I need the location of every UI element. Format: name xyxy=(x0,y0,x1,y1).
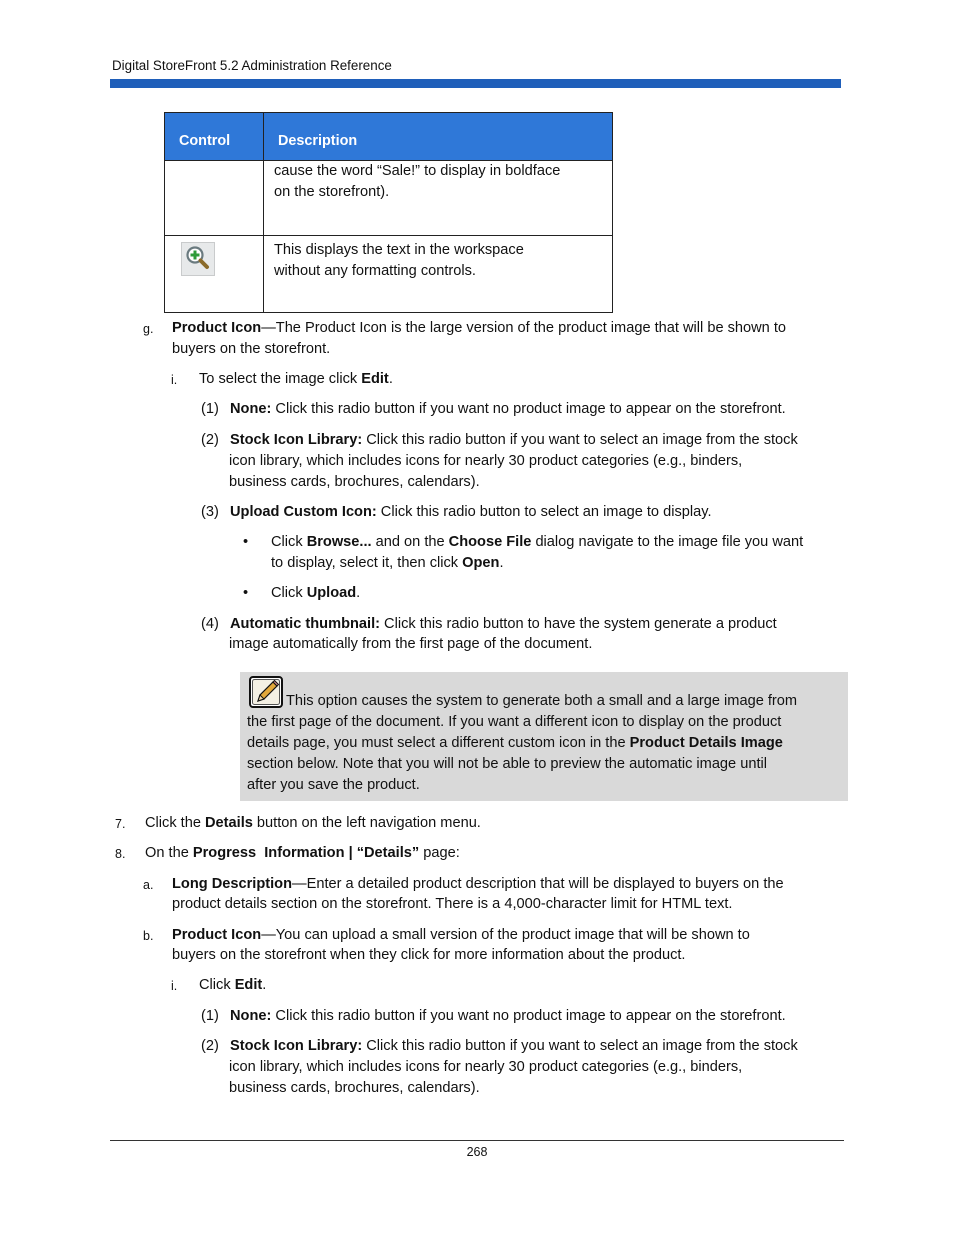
text-segment: dialog navigate to the image file you want xyxy=(531,534,804,550)
page-number: 268 xyxy=(466,1145,488,1159)
option-text: icon library, which includes icons for nearly 30 product categories (e.g., binders, xyxy=(229,453,743,469)
text-segment: —You can upload a small version of the product image that will be shown to xyxy=(261,927,750,943)
list-item-text xyxy=(199,369,393,390)
text-segment: and on the xyxy=(371,534,449,550)
option-text xyxy=(230,430,798,451)
text-segment: after you save the product. xyxy=(247,777,420,793)
footer-rule xyxy=(110,1140,844,1141)
description-line: on the storefront). xyxy=(274,184,390,200)
text-segment: to display, select it, then click xyxy=(271,555,463,571)
list-marker: i. xyxy=(171,979,178,993)
control-table xyxy=(164,112,613,313)
text-segment: button on the left navigation menu. xyxy=(252,815,481,831)
bullet-marker: • xyxy=(243,534,249,550)
option-number: (4) xyxy=(201,616,219,632)
term: Product Details Image xyxy=(629,735,783,751)
table-cell-control xyxy=(165,236,264,313)
text-segment: . xyxy=(356,585,361,601)
note-text xyxy=(247,691,843,796)
table-row xyxy=(165,236,613,313)
header-rule xyxy=(110,79,841,88)
list-item-text xyxy=(199,975,266,996)
text-segment: . xyxy=(388,371,393,387)
list-item-text: buyers on the storefront. xyxy=(172,341,331,357)
list-item-text: product details section on the storefront. There is a 4,000-character limit for HTML text. xyxy=(172,896,733,912)
step-text xyxy=(145,843,460,864)
step-number: 8. xyxy=(115,847,126,861)
text-segment: . xyxy=(499,555,504,571)
term: Browse... xyxy=(306,534,372,550)
list-item-text xyxy=(172,925,750,946)
text-segment: This option causes the system to generate both a small and a large image from xyxy=(286,693,798,709)
option-text xyxy=(230,1036,798,1057)
term: Edit xyxy=(361,371,389,387)
option-text: image automatically from the first page of the document. xyxy=(229,636,593,652)
step-text xyxy=(145,813,481,834)
text-segment: Click this radio button if you want to select an image from the stock xyxy=(362,432,798,448)
list-marker: a. xyxy=(143,878,154,892)
list-marker: g. xyxy=(143,322,154,336)
term: None: xyxy=(230,401,272,417)
option-text xyxy=(230,502,712,523)
option-text: icon library, which includes icons for nearly 30 product categories (e.g., binders, xyxy=(229,1059,743,1075)
document-header-title: Digital StoreFront 5.2 Administration Reference xyxy=(112,58,392,73)
text-segment: Click this radio button to have the system generate a product xyxy=(380,616,777,632)
text-segment: Click xyxy=(271,534,307,550)
term: Automatic thumbnail: xyxy=(230,616,380,632)
text-segment: page: xyxy=(419,845,460,861)
text-segment: To select the image click xyxy=(199,371,362,387)
text-segment: Click xyxy=(199,977,235,993)
column-header-description: Description xyxy=(264,113,613,161)
text-segment: —The Product Icon is the large version of the product image that will be shown to xyxy=(261,320,787,336)
text-segment: Click the xyxy=(145,815,206,831)
list-marker: i. xyxy=(171,373,178,387)
option-number: (2) xyxy=(201,432,219,448)
term: Open xyxy=(462,555,500,571)
text-segment: section below. Note that you will not be able to preview the automatic image until xyxy=(247,756,767,772)
list-item-text xyxy=(172,874,784,895)
bullet-marker: • xyxy=(243,585,249,601)
term: Choose File xyxy=(448,534,532,550)
list-item-text xyxy=(172,318,786,339)
term: Upload Custom Icon: xyxy=(230,504,377,520)
bullet-text xyxy=(271,583,360,604)
option-number: (1) xyxy=(201,401,219,417)
option-number: (3) xyxy=(201,504,219,520)
term: Stock Icon Library: xyxy=(230,432,363,448)
option-number: (1) xyxy=(201,1008,219,1024)
description-line: This displays the text in the workspace xyxy=(274,242,524,258)
text-segment: Click this radio button to select an image to display. xyxy=(376,504,712,520)
bullet-text xyxy=(271,532,803,553)
text-segment: Click this radio button if you want no product image to appear on the storefront. xyxy=(271,401,786,417)
text-segment: details page, you must select a different custom icon in the xyxy=(247,735,630,751)
term: Progress Information | “Details” xyxy=(192,845,420,861)
bullet-text xyxy=(271,553,504,574)
table-row xyxy=(165,161,613,236)
text-segment: the first page of the document. If you want a different icon to display on the product xyxy=(247,714,782,730)
term: Edit xyxy=(234,977,263,993)
text-segment: Click xyxy=(271,585,307,601)
term: Product Icon xyxy=(172,927,262,943)
term: Stock Icon Library: xyxy=(230,1038,363,1054)
term: Product Icon xyxy=(172,320,262,336)
zoom-in-icon xyxy=(181,242,215,276)
term: Details xyxy=(205,815,253,831)
term: Long Description xyxy=(172,876,292,892)
text-segment: Click this radio button if you want no product image to appear on the storefront. xyxy=(271,1008,786,1024)
description-line: cause the word “Sale!” to display in boldface xyxy=(274,163,561,179)
text-segment: . xyxy=(262,977,267,993)
list-item-text: buyers on the storefront when they click for more information about the product. xyxy=(172,947,686,963)
description-line: without any formatting controls. xyxy=(274,263,476,279)
option-text xyxy=(230,1006,786,1027)
option-text: business cards, brochures, calendars). xyxy=(229,1080,480,1096)
option-text xyxy=(230,399,786,420)
table-cell-description xyxy=(264,161,613,236)
table-cell-description xyxy=(264,236,613,313)
list-marker: b. xyxy=(143,929,154,943)
term: None: xyxy=(230,1008,272,1024)
table-cell-control xyxy=(165,161,264,236)
term: Upload xyxy=(306,585,357,601)
option-text xyxy=(230,614,777,635)
column-header-control: Control xyxy=(165,113,264,161)
option-text: business cards, brochures, calendars). xyxy=(229,474,480,490)
text-segment: On the xyxy=(145,845,193,861)
text-segment: Click this radio button if you want to select an image from the stock xyxy=(362,1038,798,1054)
option-number: (2) xyxy=(201,1038,219,1054)
step-number: 7. xyxy=(115,817,126,831)
text-segment: —Enter a detailed product description that will be displayed to buyers on the xyxy=(292,876,784,892)
